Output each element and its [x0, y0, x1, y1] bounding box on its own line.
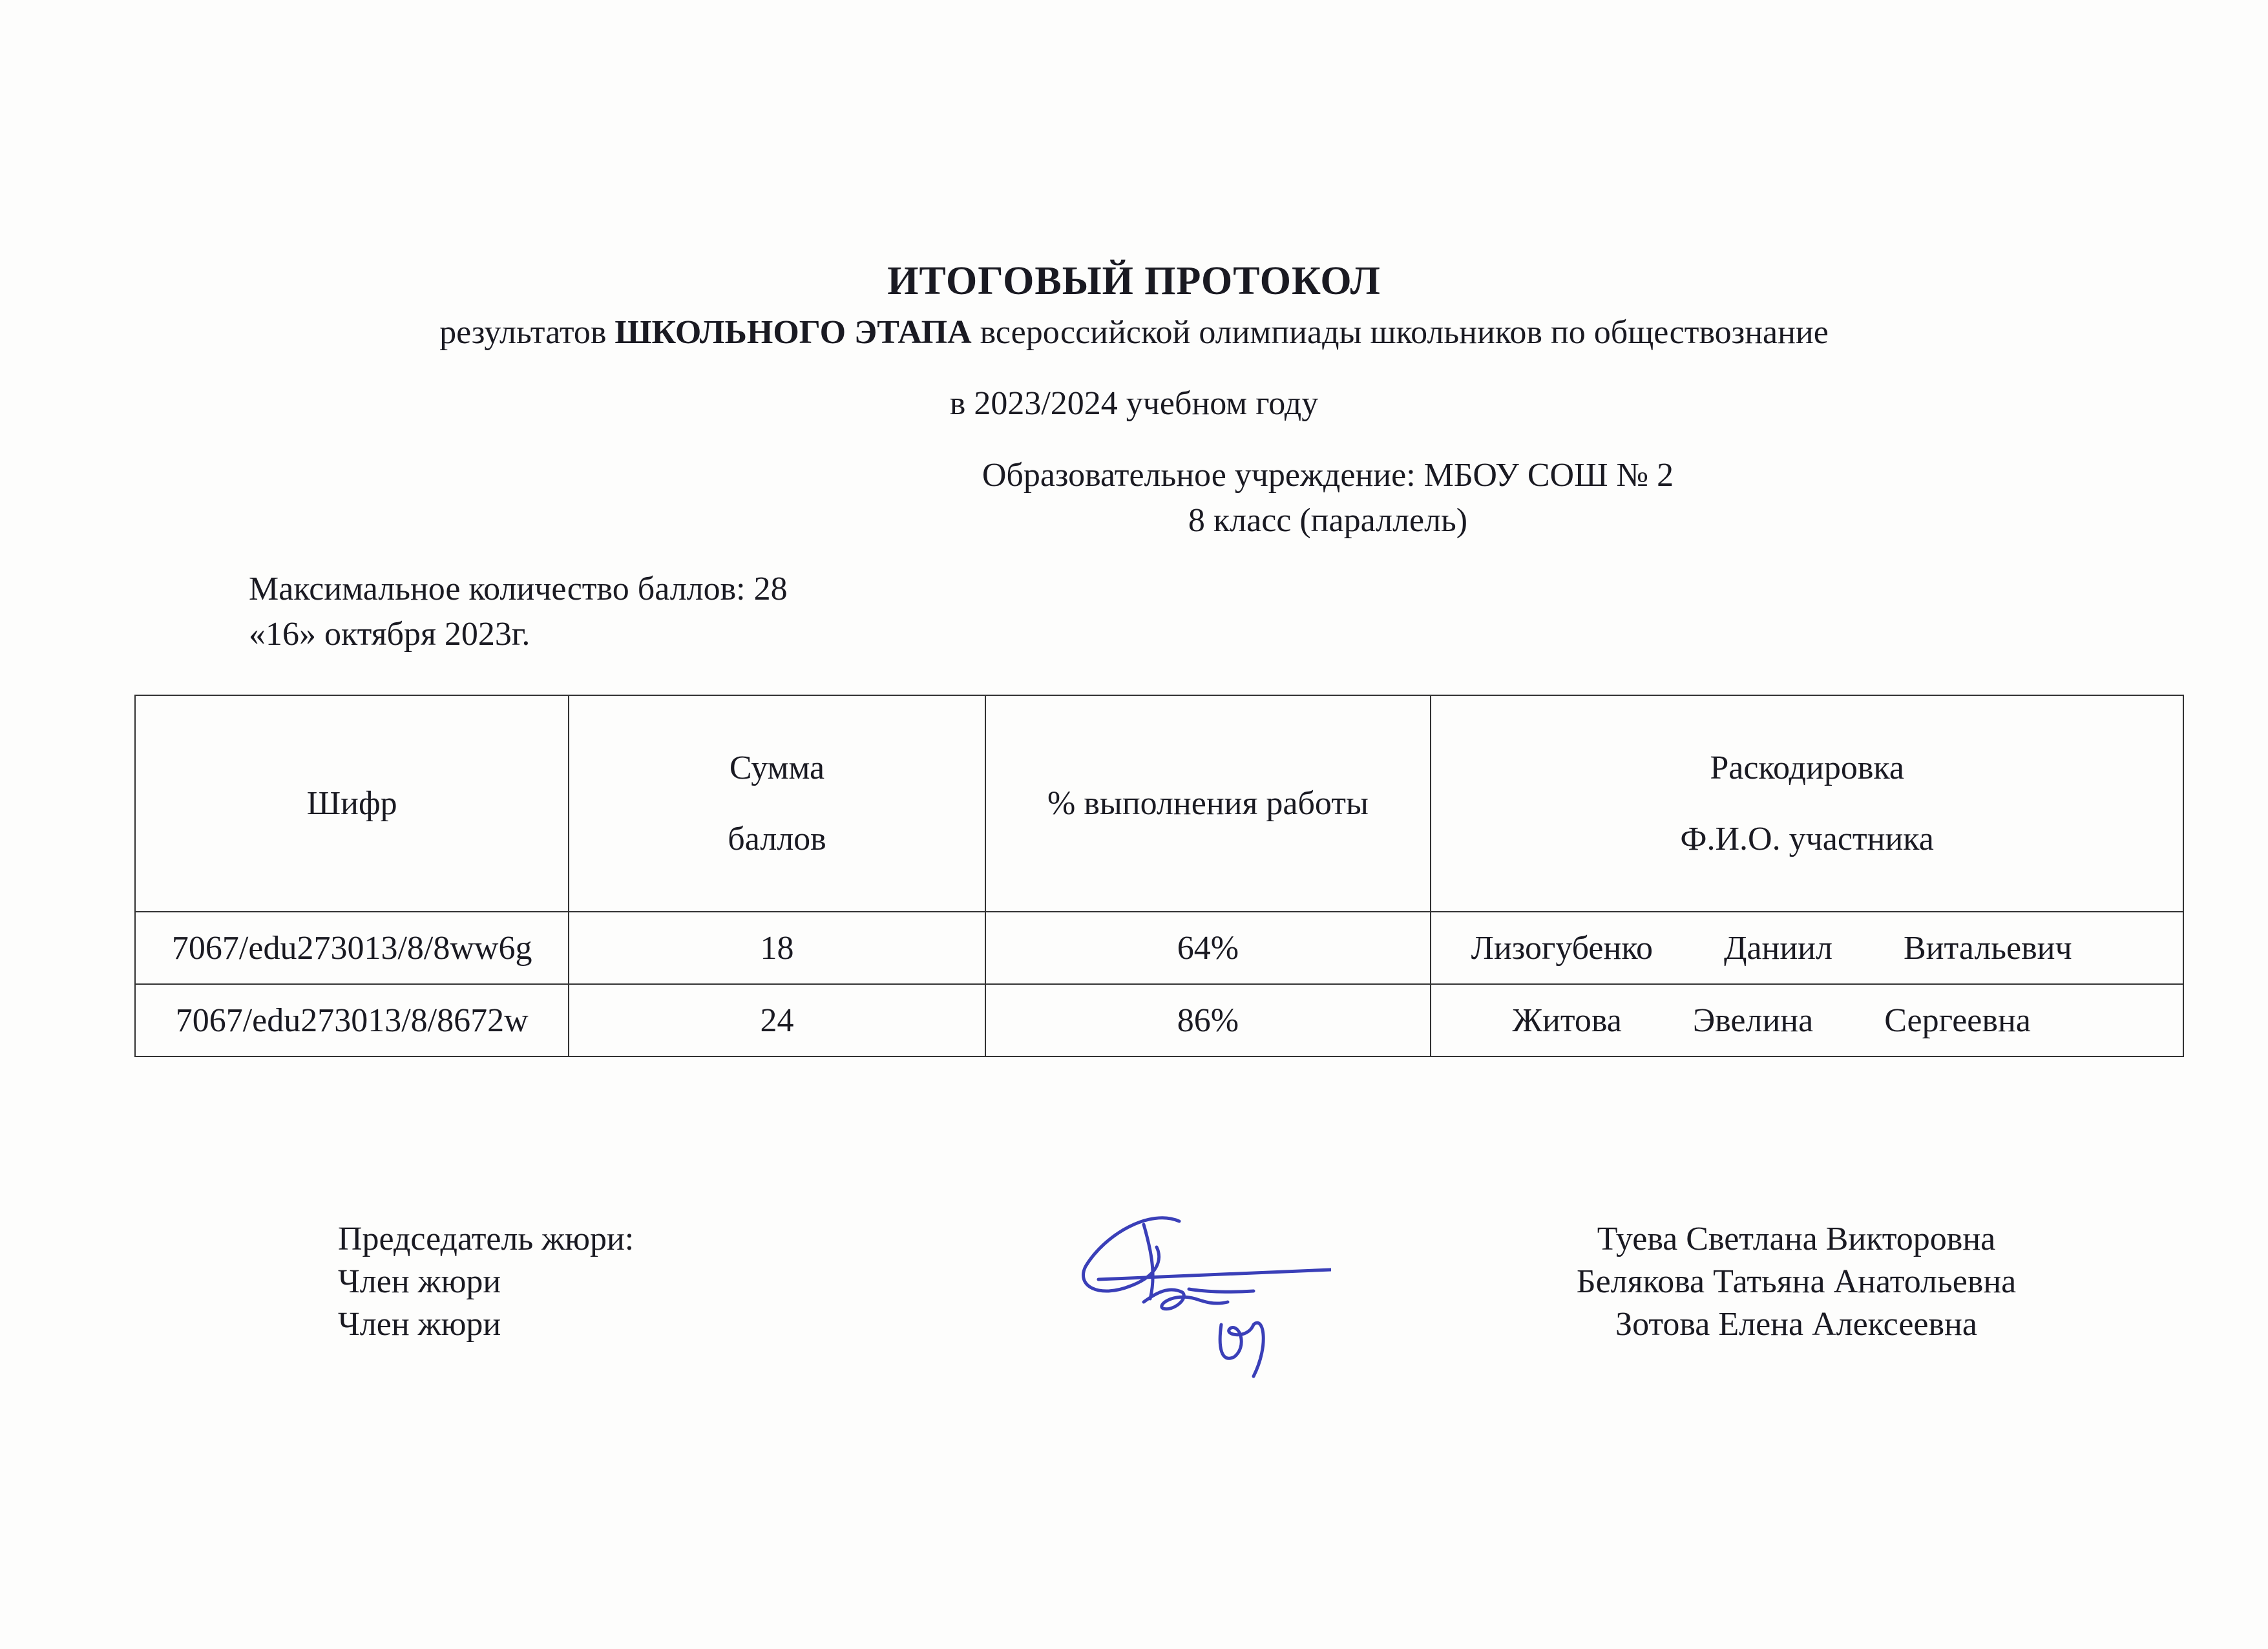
jury-chair-label: Председатель жюри: [338, 1221, 635, 1257]
table-header-row [135, 695, 2183, 912]
header-decode-line1: Раскодировка [1710, 749, 1904, 786]
document-title: ИТОГОВЫЙ ПРОТОКОЛ [887, 259, 1381, 303]
handwritten-signature [1060, 1195, 1331, 1383]
table-row [135, 984, 2183, 1056]
cell-percent: 64% [985, 912, 1431, 984]
cell-score: 24 [569, 984, 985, 1056]
jury-member-label: Член жюри [338, 1263, 501, 1300]
header-decode-line2: Ф.И.О. участника [1680, 820, 1934, 857]
header-sum-line1: Сумма [729, 749, 825, 786]
jury-member-name: Зотова Елена Алексеевна [1615, 1306, 1977, 1343]
protocol-date: «16» октября 2023г. [249, 616, 530, 653]
header-sum [569, 695, 985, 912]
cell-score: 18 [569, 912, 985, 984]
participant-first-name: Даниил [1723, 929, 1832, 967]
header-sum-line2: баллов [728, 820, 826, 857]
header-percent: % выполнения работы [985, 695, 1431, 912]
participant-last-name: Житова [1512, 1002, 1622, 1039]
grade-level: 8 класс (параллель) [1188, 502, 1468, 539]
jury-member-label: Член жюри [338, 1306, 501, 1343]
academic-year: в 2023/2024 учебном году [949, 385, 1319, 422]
participant-last-name: Лизогубенко [1471, 929, 1653, 967]
school-name: Образовательное учреждение: МБОУ СОШ № 2 [982, 457, 1674, 494]
cell-participant [1431, 984, 2183, 1056]
cell-percent: 86% [985, 984, 1431, 1056]
results-table [134, 695, 2184, 1057]
participant-middle-name: Сергеевна [1884, 1002, 2031, 1039]
jury-member-name: Белякова Татьяна Анатольевна [1576, 1263, 2017, 1300]
jury-chair-name: Туева Светлана Викторовна [1597, 1221, 1996, 1257]
header-cipher: Шифр [135, 695, 569, 912]
header-decode [1431, 695, 2183, 912]
participant-first-name: Эвелина [1692, 1002, 1814, 1039]
cell-participant [1431, 912, 2183, 984]
subtitle-prefix: результатов [439, 314, 615, 351]
subtitle-suffix: всероссийской олимпиады школьников по обществознание [971, 314, 1829, 351]
subtitle-stage: ШКОЛЬНОГО ЭТАПА [614, 314, 972, 351]
document-subtitle [0, 313, 2268, 352]
cell-cipher: 7067/edu273013/8/8672w [135, 984, 569, 1056]
max-points: Максимальное количество баллов: 28 [249, 571, 788, 607]
cell-cipher: 7067/edu273013/8/8ww6g [135, 912, 569, 984]
participant-middle-name: Витальевич [1903, 929, 2072, 967]
table-row [135, 912, 2183, 984]
